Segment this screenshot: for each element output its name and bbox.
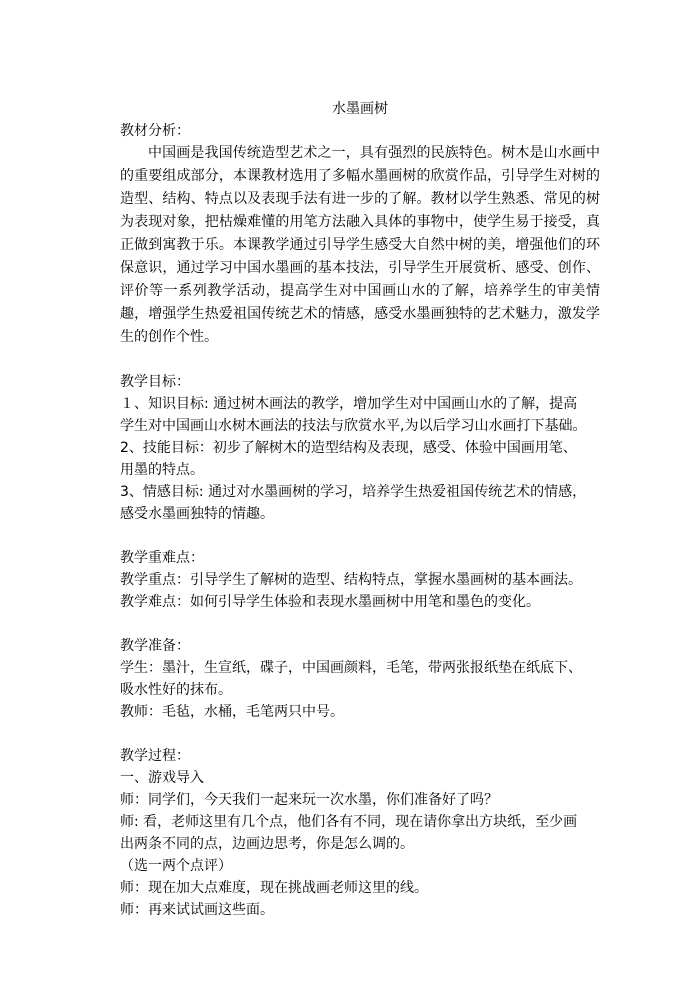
goal-line: 3、情感目标: 通过对水墨画树的学习，培养学生热爱祖国传统艺术的情感， <box>120 484 587 500</box>
goal-line: 2、技能目标：初步了解树木的造型结构及表现，感受、体验中国画用笔、 <box>120 440 577 456</box>
keypoints-heading: 教学重难点： <box>120 550 204 566</box>
difficulty-line: 教学难点：如何引导学生体验和表现水墨画树中用笔和墨色的变化。 <box>120 594 540 610</box>
process-heading: 教学过程： <box>120 748 190 764</box>
goals-heading: 教学目标： <box>120 374 190 390</box>
goal-line: 用墨的特点。 <box>120 462 204 478</box>
spacer <box>120 349 600 371</box>
prep-line: 吸水性好的抹布。 <box>120 682 232 698</box>
process-line: 出两条不同的点，边画边思考，你是怎么调的。 <box>120 836 414 852</box>
goal-line: 感受水墨画独特的情趣。 <box>120 506 274 522</box>
analysis-paragraph: 中国画是我国传统造型艺术之一，具有强烈的民族特色。树木是山水画中的重要组成部分，本课教材选用了多幅水墨画树的欣赏作品，引导学生对树的造型、结构、特点以及表现手法有进一步的了解。教材以学生熟悉、常见的树为表现对象，把枯燥难懂的用笔方法融入具体的事物中，使学生易于接受，真正做到寓教于乐。本课教学通过引导学生感受大自然中树的美，增强他们的环保意识，通过学习中国水墨画的基本技法，引导学生开展赏析、感受、创作、评价等一系列教学活动，提高学生对中国画山水的了解，培养学生的审美情趣，增强学生热爱祖国传统艺术的情感，感受水墨画独特的艺术魅力，激发学生的创作个性。 <box>120 145 600 345</box>
process-line: 师: 看，老师这里有几个点，他们各有不同，现在请你拿出方块纸，至少画 <box>120 814 578 830</box>
spacer <box>120 723 600 745</box>
prep-line: 教师：毛毡，水桶，毛笔两只中号。 <box>120 704 344 720</box>
prep-line: 学生：墨汁，生宣纸，碟子，中国画颜料，毛笔，带两张报纸垫在纸底下、 <box>120 660 582 676</box>
document-page <box>120 98 600 921</box>
process-line: （选一两个点评） <box>120 858 232 874</box>
process-line: 一、游戏导入 <box>120 770 204 786</box>
goal-line: １、知识目标: 通过树木画法的教学，增加学生对中国画山水的了解，提高 <box>120 396 578 412</box>
goal-line: 学生对中国画山水树木画法的技法与欣赏水平,为以后学习山水画打下基础。 <box>120 418 587 434</box>
prep-heading: 教学准备： <box>120 638 190 654</box>
process-line: 师：再来试试画这些面。 <box>120 902 274 918</box>
keypoint-line: 教学重点：引导学生了解树的造型、结构特点，掌握水墨画树的基本画法。 <box>120 572 582 588</box>
spacer <box>120 613 600 635</box>
analysis-heading: 教材分析： <box>120 123 190 139</box>
spacer <box>120 525 600 547</box>
document-title: 水墨画树 <box>332 101 388 117</box>
process-line: 师：现在加大点难度，现在挑战画老师这里的线。 <box>120 880 428 896</box>
process-line: 师：同学们，今天我们一起来玩一次水墨，你们准备好了吗？ <box>120 792 498 808</box>
